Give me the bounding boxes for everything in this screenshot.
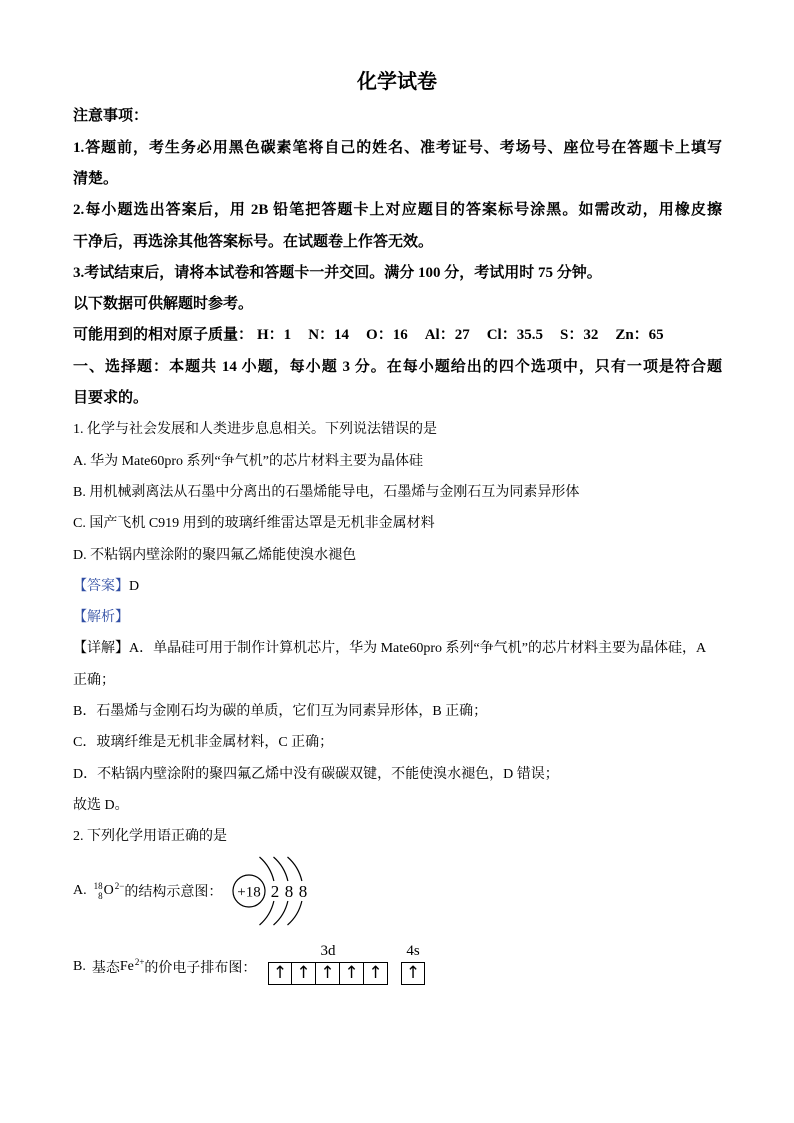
orbital-box: ↑ <box>292 962 316 985</box>
detail-conclusion: 故选 D。 <box>73 797 129 813</box>
notice-line: 干净后，再选涂其他答案标号。在试题卷上作答无效。 <box>73 233 434 250</box>
nuclide-numbers <box>94 881 103 901</box>
orbital-box: ↑ <box>401 962 425 985</box>
notice-line: 2.每小题选出答案后，用 2B 铅笔把答题卡上对应题目的答案标号涂黑。如需改动，用橡皮擦 <box>73 202 722 219</box>
atomic-number: 8 <box>98 891 103 901</box>
orbital-4s <box>401 942 425 985</box>
shell-electrons-1: 2 <box>270 882 280 901</box>
option-prefix: 基态 <box>91 961 120 976</box>
option-text: 的价电子排布图： <box>144 961 257 976</box>
orbital-3d <box>268 942 388 985</box>
ion-charge: 2− <box>114 881 125 891</box>
orbital-label: 3d <box>320 943 336 959</box>
mass-number: 18 <box>93 881 103 891</box>
orbital-box: ↑ <box>316 962 340 985</box>
detail-line: A．单晶硅可用于制作计算机芯片，华为 Mate60pro 系列“争气机”的芯片材料主要为晶体硅，A <box>129 641 707 657</box>
question-2-option-b <box>73 945 722 989</box>
orbital-boxes <box>268 962 388 985</box>
analysis-label: 【解析】 <box>73 610 129 626</box>
detail-line: 正确； <box>73 672 115 688</box>
answer-value: D <box>129 578 140 594</box>
atomic-structure-diagram <box>228 852 318 930</box>
question-1-option-d: D. 不粘锅内壁涂附的聚四氟乙烯能使溴水褪色 <box>73 547 357 563</box>
question-1-option-c: C. 国产飞机 C919 用到的玻璃纤维雷达罩是无机非金属材料 <box>73 516 435 532</box>
question-1-stem: 1. 化学与社会发展和人类进步息息相关。下列说法错误的是 <box>73 422 437 438</box>
option-letter: A. <box>73 883 87 898</box>
nucleus-charge: +18 <box>237 884 261 901</box>
detail-line: B．石墨烯与金刚石均为碳的单质，它们互为同素异形体，B 正确； <box>73 703 488 719</box>
question-1-option-a: A. 华为 Mate60pro 系列“争气机”的芯片材料主要为晶体硅 <box>73 453 423 469</box>
section-heading-cont: 目要求的。 <box>73 390 149 407</box>
ion-charge: 2+ <box>134 957 145 967</box>
orbital-box: ↑ <box>364 962 388 985</box>
question-1-option-b: B. 用机械剥离法从石墨中分离出的石墨烯能导电，石墨烯与金刚石互为同素异形体 <box>73 484 580 500</box>
atomic-mass-line <box>73 320 722 351</box>
atomic-mass-item: Cl：35.5 <box>486 327 543 344</box>
atomic-mass-item: N：14 <box>308 327 350 344</box>
element-symbol: O <box>103 883 114 898</box>
ion-symbol: Fe <box>119 959 134 974</box>
detail-line: C．玻璃纤维是无机非金属材料，C 正确； <box>73 735 334 751</box>
detail-label: 【详解】 <box>73 641 129 657</box>
answer-label: 【答案】 <box>73 578 129 594</box>
atomic-mass-item: Zn：65 <box>615 327 664 344</box>
atomic-mass-list <box>253 327 664 343</box>
notice-heading: 注意事项： <box>73 108 149 125</box>
orbital-boxes <box>401 962 425 985</box>
orbital-label: 4s <box>406 943 420 959</box>
question-1-detail <box>73 633 722 664</box>
section-heading: 一、选择题：本题共 14 小题，每小题 3 分。在每小题给出的四个选项中，只有一项是符合题 <box>73 358 722 375</box>
question-1-analysis <box>73 602 722 633</box>
question-2-stem: 2. 下列化学用语正确的是 <box>73 829 227 845</box>
detail-line: D．不粘锅内壁涂附的聚四氟乙烯中没有碳碳双键，不能使溴水褪色，D 错误； <box>73 766 559 782</box>
atomic-mass-item: S：32 <box>559 327 599 344</box>
question-1-answer <box>73 571 722 602</box>
shell-electrons-2: 8 <box>284 882 294 901</box>
atomic-mass-label: 可能用到的相对原子质量： <box>73 327 254 344</box>
reference-note: 以下数据可供解题时参考。 <box>73 296 254 313</box>
orbital-box: ↑ <box>268 962 292 985</box>
paper-title: 化学试卷 <box>357 71 437 93</box>
atomic-mass-item: O：16 <box>366 327 408 344</box>
atomic-mass-item: H：1 <box>257 327 292 344</box>
notice-line: 1.答题前，考生务必用黑色碳素笔将自己的姓名、准考证号、考场号、座位号在答题卡上填写 <box>73 139 722 156</box>
option-letter: B. <box>73 959 86 974</box>
option-text: 的结构示意图： <box>124 885 223 900</box>
atomic-mass-item: Al：27 <box>424 327 470 344</box>
question-2-option-a <box>73 852 722 930</box>
notice-line: 清楚。 <box>73 170 119 187</box>
orbital-box: ↑ <box>340 962 364 985</box>
notice-line: 3.考试结束后，请将本试卷和答题卡一并交回。满分 100 分，考试用时 75 分钟。 <box>73 264 602 281</box>
shell-electrons-3: 8 <box>298 882 308 901</box>
paper-body <box>73 101 722 852</box>
